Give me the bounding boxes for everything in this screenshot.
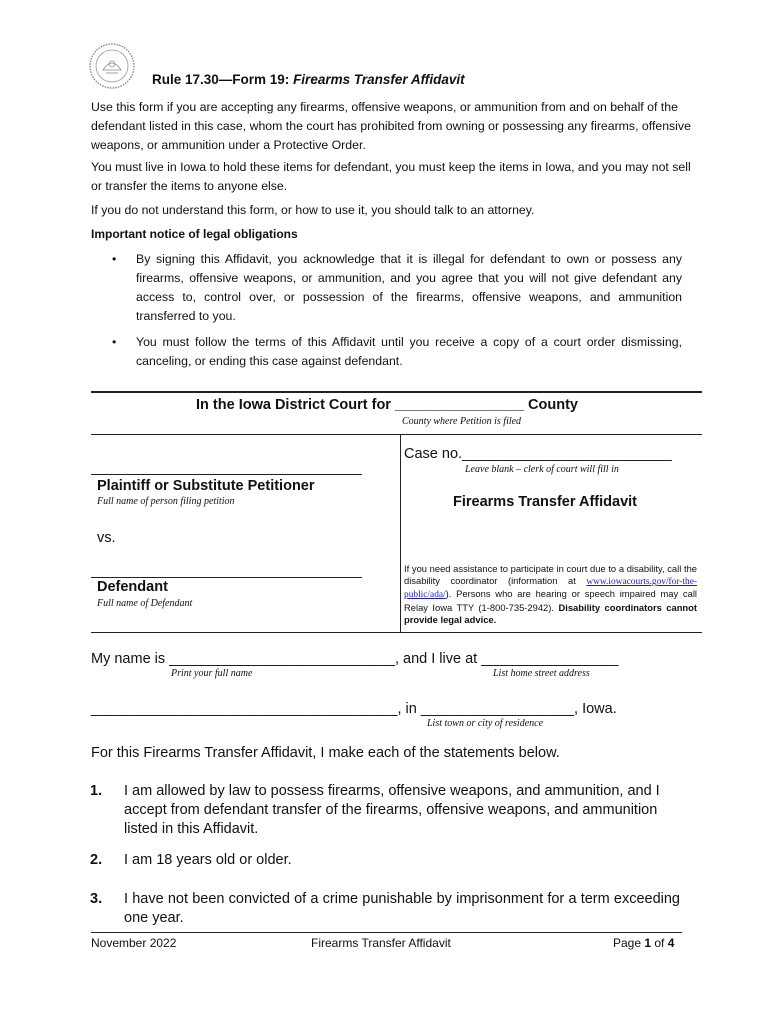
plaintiff-hint: Full name of person filing petition xyxy=(97,496,235,507)
ada-notice: If you need assistance to participate in court due to a disability, call the disability coordinator (information at www.iowacourts.gov/for-the-public/ada/). Persons who are hearing or speech impaired may call Relay Iowa TTY (1-800-735-2942). Disability coordinators cannot provide legal advice. xyxy=(404,563,698,625)
caption-divider xyxy=(400,434,401,632)
intro-paragraph-1: Use this form if you are accepting any firearms, offensive weapons, or ammunition from and on behalf of the defendant listed in this case, whom the court has prohibited from owning or possessing any firearms, offensive weapons, or ammunition under a Protective Order. xyxy=(91,100,691,152)
footer-date: November 2022 xyxy=(91,936,177,950)
footer-page: Page 1 of 4 xyxy=(613,936,675,950)
bullet-icon: • xyxy=(112,252,117,266)
notice-heading: Important notice of legal obligations xyxy=(91,227,298,241)
name-hint: Print your full name xyxy=(171,668,253,679)
defendant-name-line[interactable] xyxy=(91,577,362,578)
caption-bottom-rule xyxy=(91,632,702,633)
caption-top-rule xyxy=(91,391,702,393)
bullet-icon: • xyxy=(112,335,117,349)
statement-3: 3. I have not been convicted of a crime punishable by imprisonment for a term exceeding one year. xyxy=(90,891,680,926)
iowa-courts-seal-icon xyxy=(88,42,136,90)
intro-paragraph-3: If you do not understand this form, or how to use it, you should talk to an attorney. xyxy=(91,203,535,217)
form-title: Rule 17.30—Form 19: Firearms Transfer Affidavit xyxy=(152,72,465,87)
ada-link[interactable]: www.iowacourts.gov/for-the-public/ada/ xyxy=(404,577,697,601)
address-hint: List home street address xyxy=(493,668,590,679)
footer-title: Firearms Transfer Affidavit xyxy=(311,936,451,950)
statements-intro: For this Firearms Transfer Affidavit, I make each of the statements below. xyxy=(91,745,560,761)
town-line[interactable]: ______________________________________, in ___________________, Iowa. xyxy=(91,701,617,717)
case-number-field[interactable]: Case no.__________________________ xyxy=(404,446,672,462)
court-hint: County where Petition is filed xyxy=(402,416,522,427)
defendant-hint: Full name of Defendant xyxy=(97,598,193,609)
notice-bullet-1: • By signing this Affidavit, you acknowledge that it is illegal for defendant to own or possess any firearms, offensive weapons, or ammunition, and you agree that you will not give defendant any access to, control over, or possession of the firearms, offensive weapons, and ammunition transferred to you. xyxy=(112,252,682,323)
case-number-hint: Leave blank – clerk of court will fill in xyxy=(465,464,619,475)
town-hint: List town or city of residence xyxy=(427,718,544,729)
defendant-label: Defendant xyxy=(97,579,168,595)
caption-mid-rule xyxy=(91,434,702,435)
intro-paragraph-2: You must live in Iowa to hold these items for defendant, you must keep the items in Iowa, and you may not sell or transfer the items to anyone else. xyxy=(91,160,691,193)
versus-label: vs. xyxy=(97,530,116,546)
court-line: In the Iowa District Court for ________________ County xyxy=(196,397,578,413)
plaintiff-label: Plaintiff or Substitute Petitioner xyxy=(97,478,315,494)
affidavit-title: Firearms Transfer Affidavit xyxy=(453,494,637,510)
notice-bullet-2: • You must follow the terms of this Affidavit until you receive a copy of a court order dismissing, canceling, or ending this case against defendant. xyxy=(112,335,682,368)
statement-1: 1. I am allowed by law to possess firearms, offensive weapons, and ammunition, and I accept from defendant transfer of the firearms, offensive weapons, and ammunition listed in this Affidavit. xyxy=(90,783,660,837)
statement-2: 2. I am 18 years old or older. xyxy=(90,852,292,868)
plaintiff-name-line[interactable] xyxy=(91,474,362,475)
footer-rule xyxy=(91,932,682,933)
name-address-line[interactable]: My name is ____________________________, and I live at _________________ xyxy=(91,651,619,667)
